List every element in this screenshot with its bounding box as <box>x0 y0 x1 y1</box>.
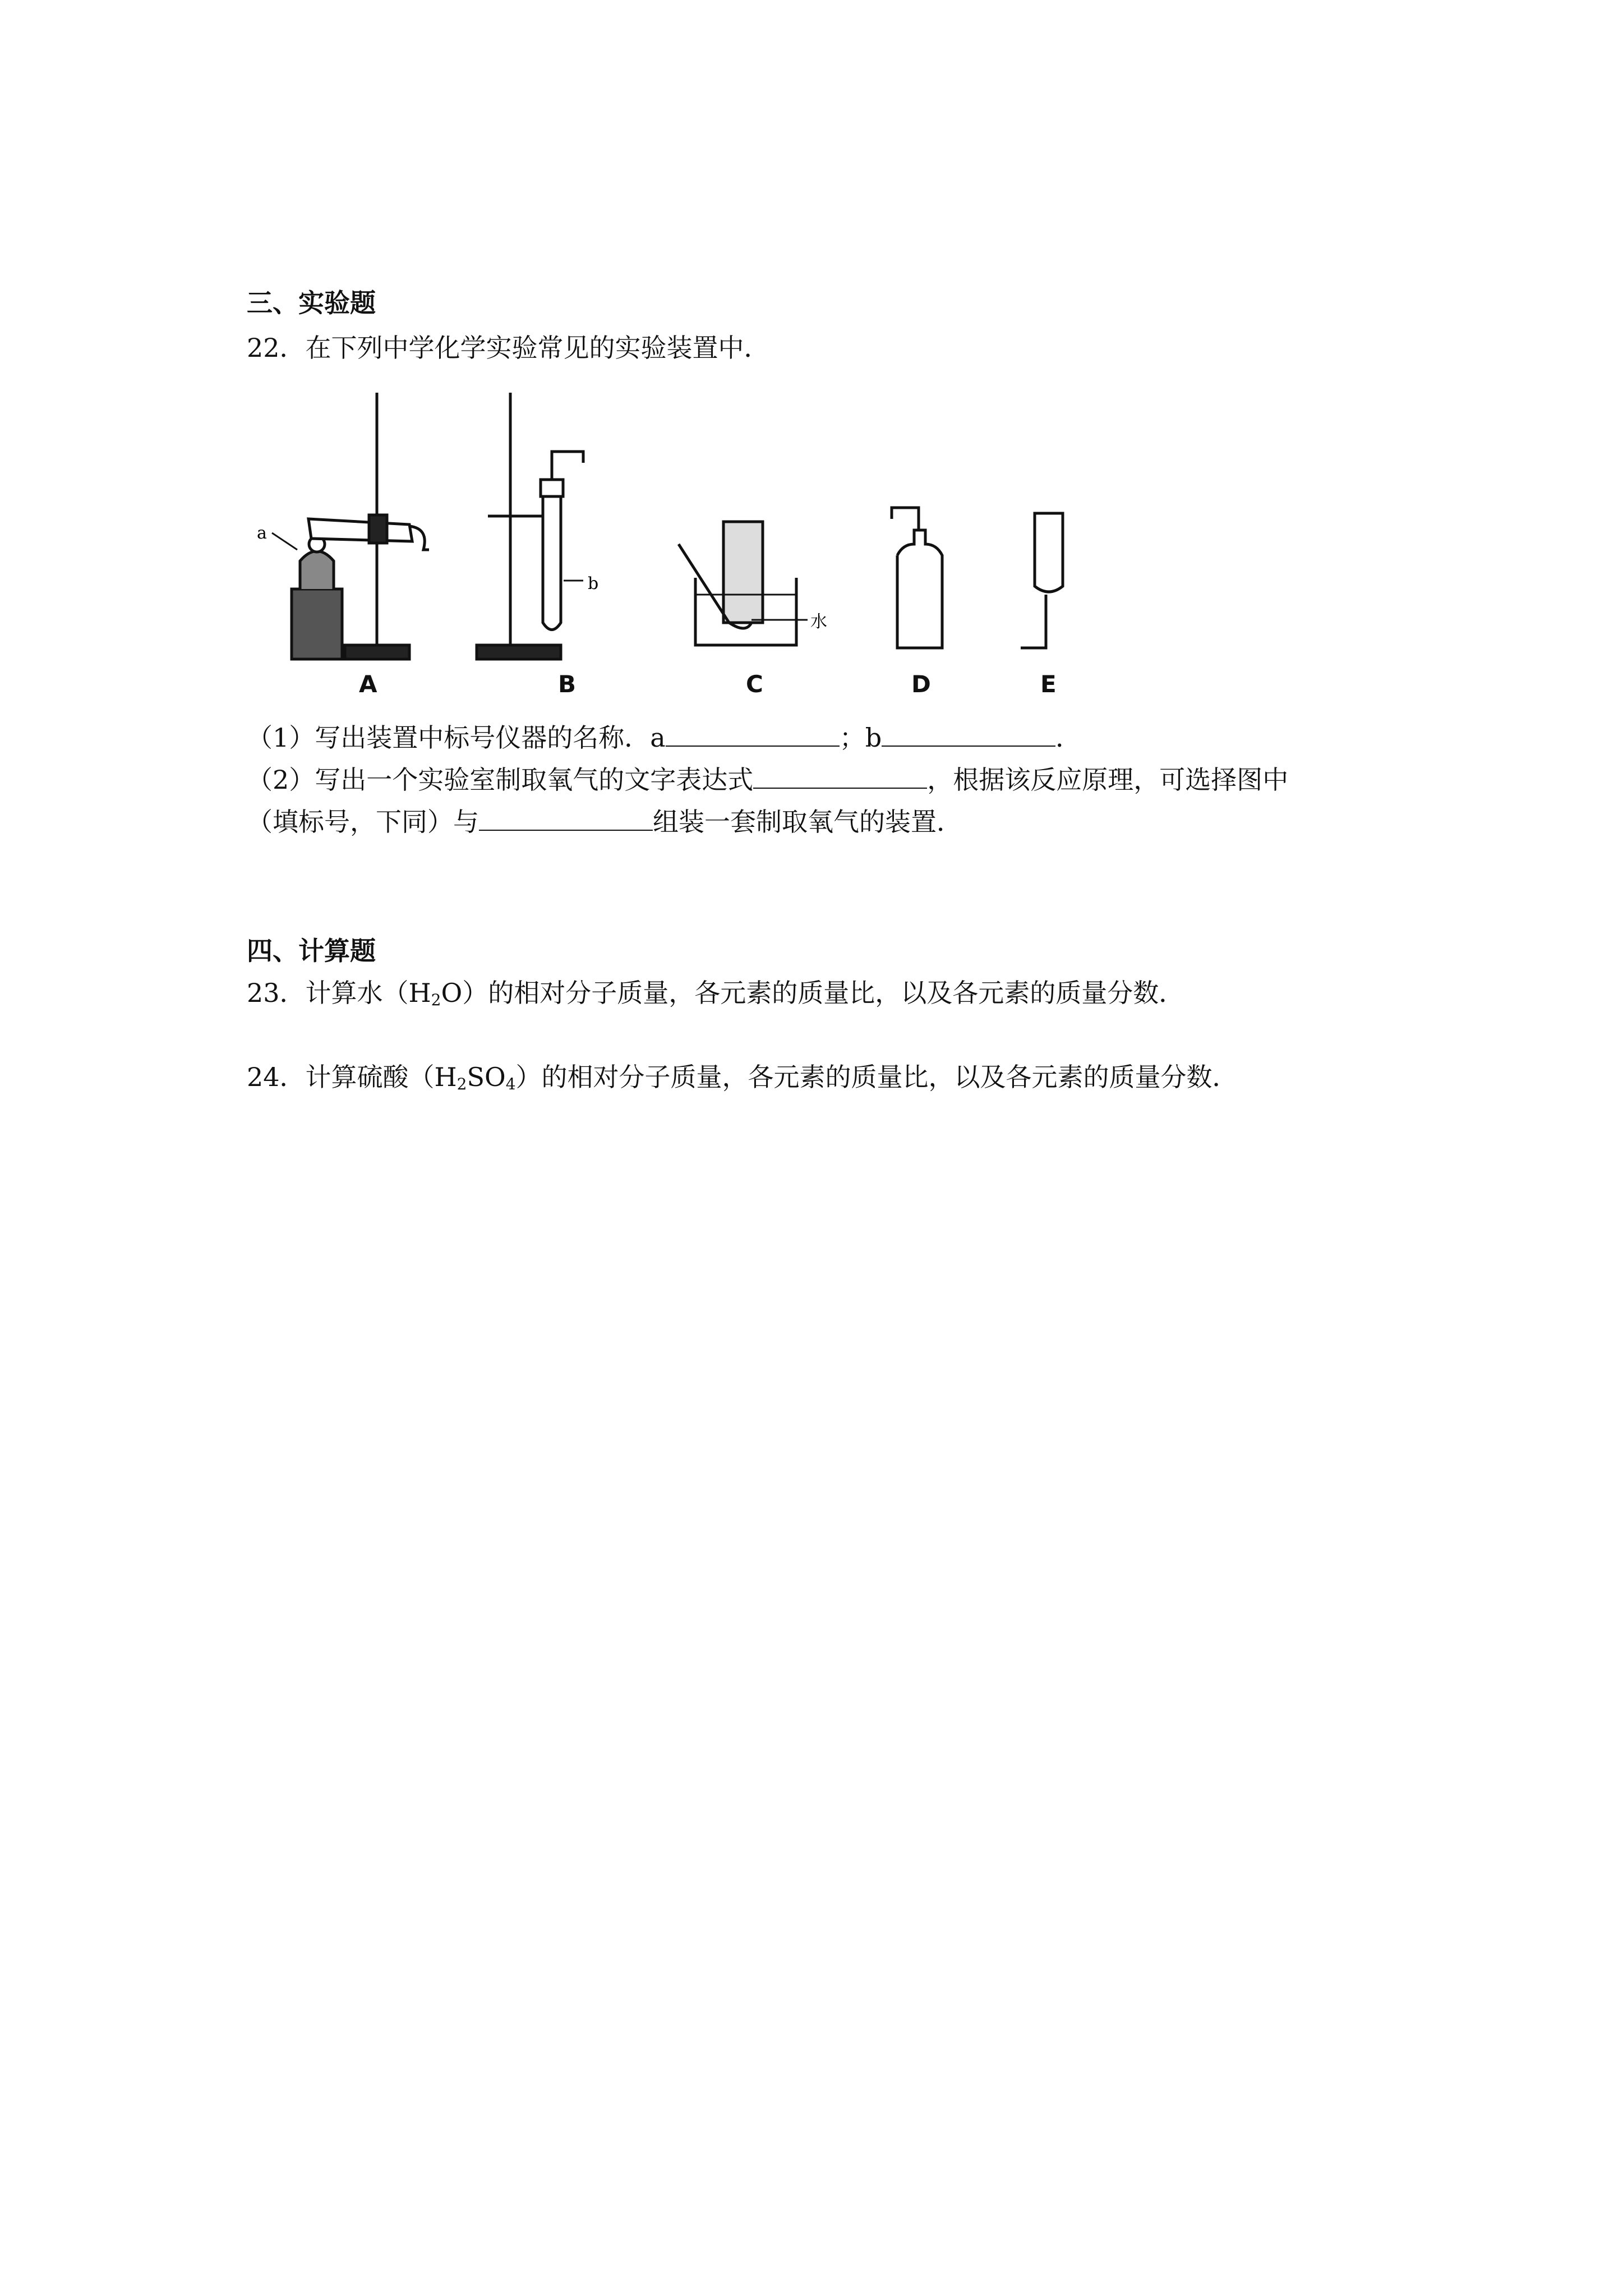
q24-text-mid: SO <box>467 1062 506 1092</box>
subquestion-2 <box>247 763 1288 797</box>
apparatus-label-c: C <box>746 670 763 698</box>
apparatus-label-b: B <box>558 670 577 698</box>
question-23 <box>247 976 1184 1017</box>
answer-blank-apparatus[interactable] <box>479 807 653 831</box>
subq1-text: （1）写出装置中标号仪器的名称．a <box>247 723 666 753</box>
apparatus-label-d: D <box>911 670 931 698</box>
label-water: 水 <box>810 612 827 632</box>
q24-text-post: ）的相对分子质量，各元素的质量比，以及各元素的质量分数． <box>515 1062 1238 1092</box>
q24-text-pre: 24．计算硫酸（H <box>247 1062 457 1092</box>
subq1-end: ． <box>1055 723 1082 753</box>
apparatus-d <box>892 508 942 648</box>
q24-subscript-1: 2 <box>457 1075 467 1093</box>
subquestion-1 <box>247 721 1081 754</box>
subq2b-text1: （填标号，下同）与 <box>247 807 479 837</box>
subq1-sep: ；b <box>839 723 882 753</box>
apparatus-c <box>679 522 808 645</box>
section-heading-calculation: 四、计算题 <box>247 936 376 966</box>
subq2b-text2: 组装一套制取氧气的装置． <box>653 807 962 837</box>
apparatus-e <box>1021 513 1063 648</box>
q23-subscript: 2 <box>431 991 441 1009</box>
apparatus-b <box>477 393 583 659</box>
q24-subscript-2: 4 <box>505 1075 516 1093</box>
q23-text-pre: 23．计算水（H <box>247 978 431 1008</box>
subq2-text1: （2）写出一个实验室制取氧气的文字表达式 <box>247 765 754 795</box>
subquestion-2-continued <box>247 805 962 839</box>
subq2-text2: ，根据该反应原理，可选择图中 <box>927 765 1289 795</box>
question-24 <box>247 1060 1238 1101</box>
apparatus-a <box>272 393 429 659</box>
apparatus-label-e: E <box>1040 670 1057 698</box>
answer-blank-b[interactable] <box>882 723 1055 747</box>
apparatus-figure <box>247 381 1133 707</box>
label-b: b <box>588 574 599 593</box>
answer-blank-expression[interactable] <box>753 765 927 789</box>
q23-text-post: O）的相对分子质量，各元素的质量比，以及各元素的质量分数． <box>441 978 1185 1008</box>
answer-blank-a[interactable] <box>666 723 840 747</box>
label-a: a <box>257 523 267 543</box>
section-heading-experiment: 三、实验题 <box>247 288 376 318</box>
question-22: 22．在下列中学化学实验常见的实验装置中． <box>247 333 770 363</box>
apparatus-label-a: A <box>359 670 377 698</box>
